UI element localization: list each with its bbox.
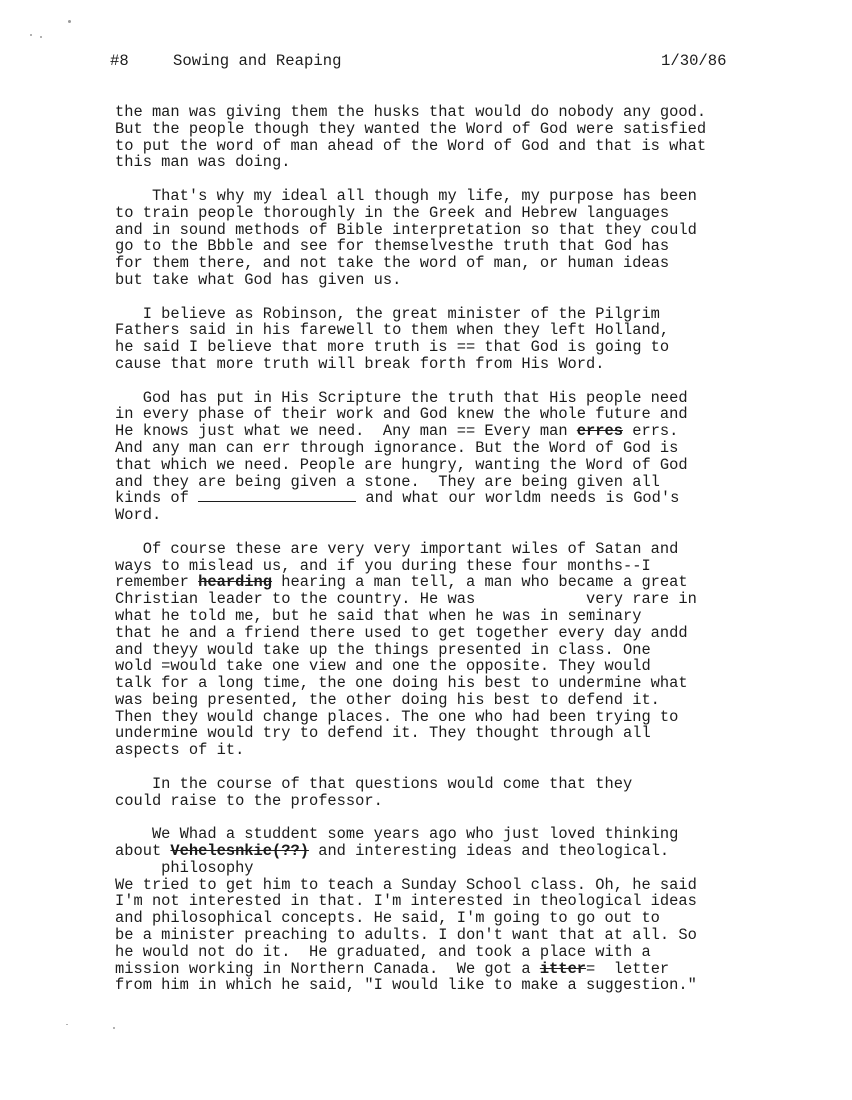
text-line: from him in which he said, "I would like to make a suggestion." (115, 976, 697, 995)
text-line: go to the Bbble and see for themselvesthe truth that God has (115, 237, 670, 256)
text-segment: and what our worldm needs is God's (356, 489, 680, 508)
text-line: was being presented, the other doing his best to defend it. (115, 690, 660, 709)
struck-text: erres (576, 422, 623, 441)
text-line: what he told me, but he said that when he was in seminary (115, 606, 642, 625)
struck-text: itter (539, 959, 587, 978)
paragraph (115, 104, 815, 171)
text-line: ways to mislead us, and if you during these four months--I (115, 556, 651, 575)
text-segment: about (115, 842, 171, 861)
document-title: Sowing and Reaping (173, 52, 342, 70)
struck-text: Vehelesnkie(??) (170, 842, 309, 861)
document-date: 1/30/86 (661, 52, 727, 70)
text-line (115, 843, 815, 860)
text-line: Of course these are very very important wiles of Satan and (115, 539, 679, 558)
text-line: Christian leader to the country. He was very rare in (115, 590, 697, 609)
text-segment: kinds of (115, 489, 199, 508)
text-line: And any man can err through ignorance. But the Word of God is (115, 438, 679, 457)
text-segment: He knows just what we need. Any man == Every man (115, 422, 577, 441)
text-line: But the people though they wanted the Word of God were satisfied (115, 119, 707, 138)
text-segment: errs. (622, 422, 679, 441)
text-segment: hearing a man tell, a man who became a great (272, 573, 688, 592)
text-line: he would not do it. He graduated, and took a place with a (115, 942, 651, 961)
text-line: to put the word of man ahead of the Word of God and that is what (115, 136, 707, 155)
text-line (115, 423, 815, 440)
text-line: to train people thoroughly in the Greek and Hebrew languages (115, 203, 670, 222)
text-line: and they are being given a stone. They are being given all (115, 472, 660, 491)
text-line (115, 574, 815, 591)
text-line: that which we need. People are hungry, wanting the Word of God (115, 455, 688, 474)
document-body (115, 104, 815, 1011)
text-segment: mission working in Northern Canada. We got a (115, 959, 540, 978)
text-line: aspects of it. (115, 741, 245, 760)
struck-text: hearding (198, 573, 273, 592)
scan-speck (68, 20, 71, 23)
text-line: but take what God has given us. (115, 270, 402, 289)
paragraph (115, 776, 815, 810)
text-line: Then they would change places. The one who had been trying to (115, 707, 679, 726)
text-line (115, 490, 815, 507)
text-line: this man was doing. (115, 153, 291, 172)
text-line: the man was giving them the husks that would do nobody any good. (115, 103, 707, 121)
paragraph (115, 188, 815, 289)
text-line: undermine would try to defend it. They thought through all (115, 724, 651, 743)
text-line: We tried to get him to teach a Sunday School class. Oh, he said (115, 875, 697, 894)
paragraph (115, 541, 815, 759)
text-line: could raise to the professor. (115, 791, 383, 810)
scan-speck (66, 1024, 68, 1025)
text-line: he said I believe that more truth is == that God is going to (115, 338, 670, 357)
text-line: I'm not interested in that. I'm interested in theological ideas (115, 892, 697, 911)
text-line: talk for a long time, the one doing his best to undermine what (115, 674, 688, 693)
page-number: #8 (110, 52, 129, 70)
text-line (115, 961, 815, 978)
text-line: be a minister preaching to adults. I don't want that at all. So (115, 926, 697, 945)
text-line: and in sound methods of Bible interpretation so that they could (115, 220, 697, 239)
text-segment: = letter (586, 959, 670, 978)
text-segment: and interesting ideas and theological. (308, 842, 670, 861)
text-line: God has put in His Scripture the truth that His people need (115, 388, 688, 407)
text-line: We Whad a studdent some years ago who just loved thinking (115, 825, 679, 844)
text-segment: remember (115, 573, 199, 592)
paragraph (115, 306, 815, 373)
text-line: I believe as Robinson, the great minister of the Pilgrim (115, 304, 660, 323)
text-line: that he and a friend there used to get together every day andd (115, 623, 688, 642)
interlinear-insertion: philosophy (115, 858, 254, 877)
text-line: in every phase of their work and God knew the whole future and (115, 405, 688, 424)
text-line: Word. (115, 506, 162, 525)
text-line: and philosophical concepts. He said, I'm going to go out to (115, 909, 660, 928)
text-line: That's why my ideal all though my life, my purpose has been (115, 186, 697, 205)
text-line: Fathers said in his farewell to them when they left Holland, (115, 321, 670, 340)
text-line: for them there, and not take the word of man, or human ideas (115, 254, 670, 273)
fill-in-blank (198, 490, 356, 502)
text-line: and theyy would take up the things presented in class. One (115, 640, 651, 659)
scan-speck (40, 36, 42, 38)
text-line: In the course of that questions would come that they (115, 774, 633, 793)
scan-speck (30, 34, 32, 36)
paragraph (115, 390, 815, 524)
paragraph (115, 826, 815, 994)
scan-speck (113, 1027, 115, 1029)
text-line: cause that more truth will break forth from His Word. (115, 354, 605, 373)
text-line: wold =would take one view and one the opposite. They would (115, 657, 651, 676)
